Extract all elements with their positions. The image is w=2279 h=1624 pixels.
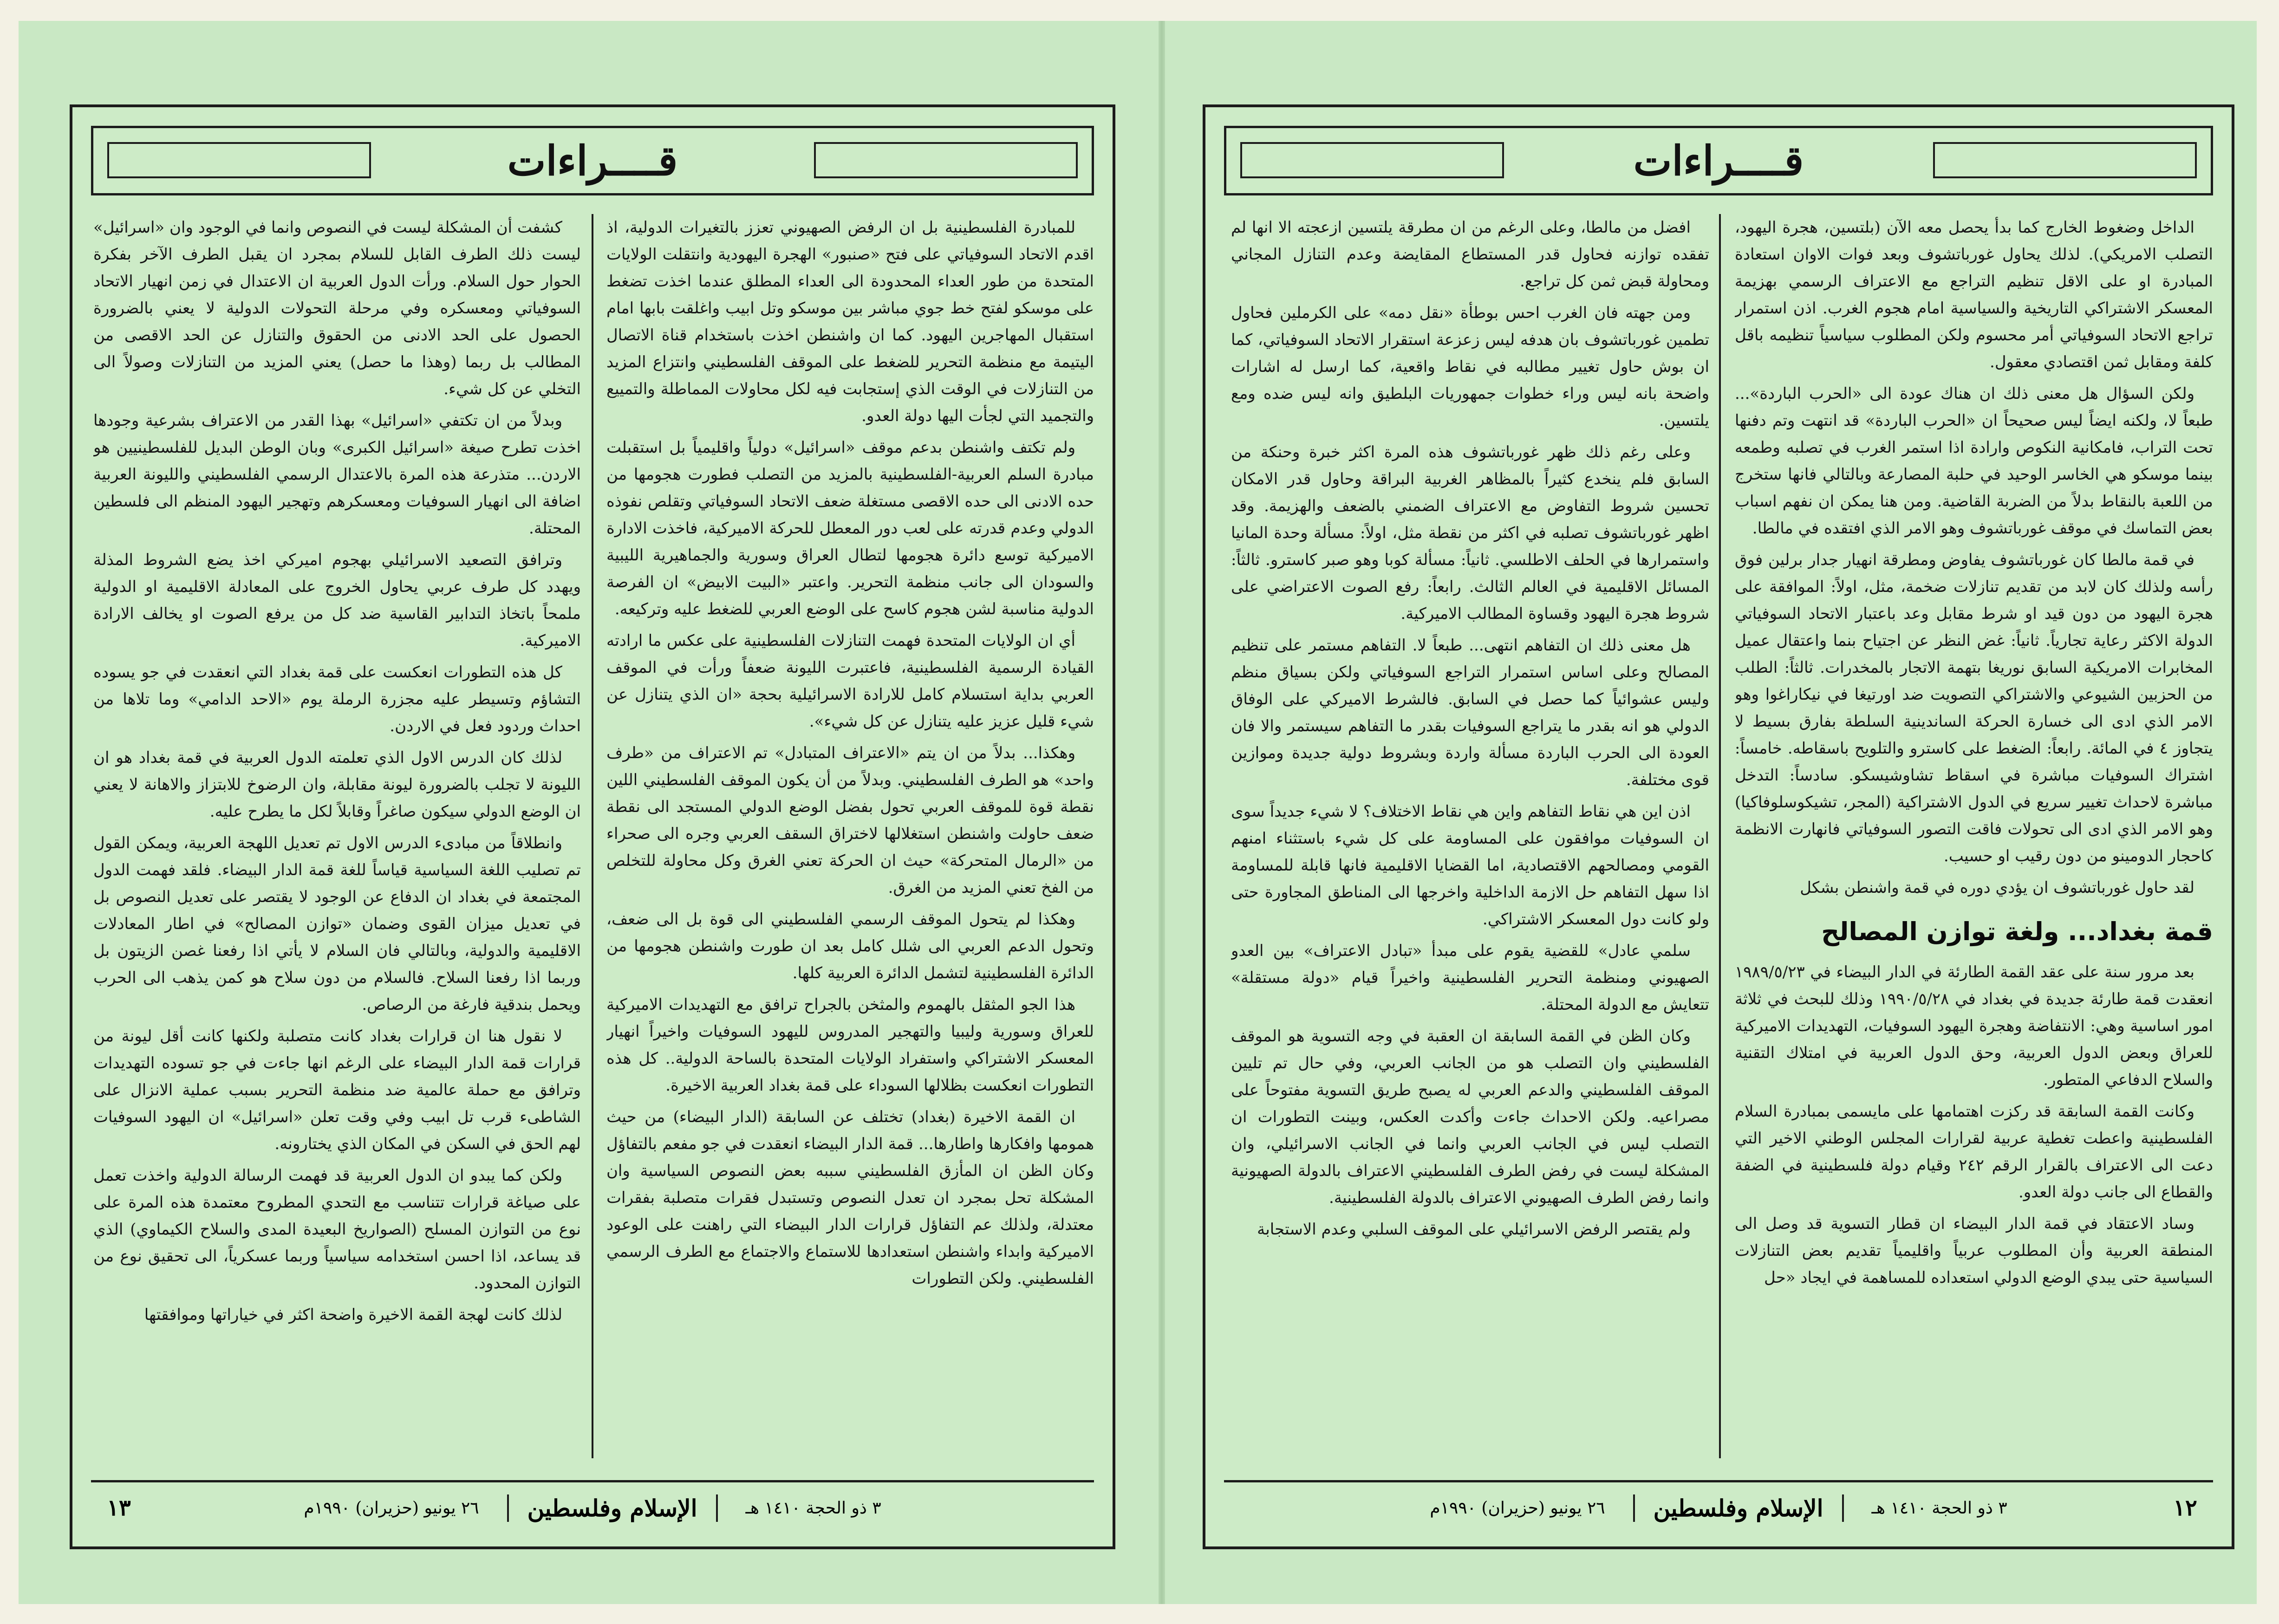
paragraph: هل معنى ذلك ان التفاهم انتهى... طبعاً لا. التفاهم مستمر على تنظيم المصالح وعلى اساس استمرار التراجع السوفياتي ولكن بسياق منظم وليس عشوائياً كما حصل في السابق. فالشرط الاميركي على الوفاق الدولي هو انه بقدر ما يتراجع السوفيات بقدر ما التفاهم سيستمر والا فان العودة الى الحرب الباردة مسألة واردة وبشروط دولية جديدة وموازين قوى مختلفة. — [1231, 636, 1709, 789]
page-13 — [70, 104, 1115, 1549]
paragraph: ومن جهته فان الغرب احس بوطأة «نقل دمه» على الكرملين فحاول تطمين غورباتشوف بان هدفه ليس زعزعة استقرار الاتحاد السوفياتي، كما ان بوش حاول تغيير مطالبه في نقاط واقعية، كما ارسل له اشارات واضحة بانه ليس وراء خطوات جمهوريات البلطيق وانه ليس ضده ومع يلتسين. — [1231, 304, 1709, 430]
footer-date-hijri: ٣ ذو الحجة ١٤١٠ هـ — [745, 1498, 881, 1518]
paragraph: ولم تكتف واشنطن بدعم موقف «اسرائيل» دولياً واقليمياً بل استقبلت مبادرة السلم العربية-الفلسطينية بالمزيد من التصلب فطورت هجومها من حده الادنى الى حده الاقصى مستغلة ضعف الاتحاد السوفياتي وتقلص نفوذه الدولي وعدم قدرته على لعب دور المعطل للحركة الاميركية، فاخذت الادارة الاميركية توسع دائرة هجومها لتطال العراق وسورية والجماهيرية الليبية والسودان الى جانب منظمة التحرير. واعتبر «البيت الابيض» ان الفرصة الدولية مناسبة لشن هجوم كاسح على الوضع العربي للضغط عليه وتركيعه. — [606, 438, 1094, 618]
column-2 — [93, 214, 581, 1458]
footer-date-gregorian: ٢٦ يونيو (حزيران) ١٩٩٠م — [1430, 1498, 1605, 1518]
paragraph: وترافق التصعيد الاسرائيلي بهجوم اميركي اخذ يضع الشروط المذلة ويهدد كل طرف عربي يحاول الخروج على المعادلة الاقليمية او الدولية ملمحاً باتخاذ التدابير القاسية ضد كل من يرفع الصوت او يخالف الارادة الاميركية. — [93, 551, 581, 650]
header-ornament-right — [814, 142, 1078, 178]
footer-masthead: الإسلام وفلسطين — [1633, 1494, 1844, 1522]
header-ornament-left — [1240, 142, 1504, 178]
paragraph: أي ان الولايات المتحدة فهمت التنازلات الفلسطينية على عكس ما ارادته القيادة الرسمية الفلسطينية، فاعتبرت الليونة ضعفاً ورأت في الموقف العربي بداية استسلام كامل للارادة الاسرائيلية بحجة «ان الذي يتنازل عن شيء قليل عزيز عليه يتنازل عن كل شيء». — [606, 631, 1094, 731]
section-header — [1224, 126, 2213, 195]
header-ornament-left — [107, 142, 371, 178]
paragraph: ولكن السؤال هل معنى ذلك ان هناك عودة الى «الحرب الباردة»... طبعاً لا، ولكنه ايضاً ليس صحيحاً ان «الحرب الباردة» قد انتهت وتم دفنها تحت التراب، فامكانية النكوص وارادة اذا استمر الغرب في تصلبه وطمعه بينما موسكو هي الخاسر الوحيد في حلبة المصارعة وبالتالي فانها ستخرج من اللعبة بالنقاط بدلاً من الضربة القاضية. ومن هنا يمكن ان نفهم اسباب بعض التماسك في موقف غورباتشوف وهو الامر الذي افتقده في مالطا. — [1735, 384, 2213, 538]
column-1 — [1735, 214, 2213, 1458]
paragraph: اذن اين هي نقاط التفاهم واين هي نقاط الاختلاف؟ لا شيء جديداً سوى ان السوفيات موافقون على المساومة على كل شيء باستثناء امنهم القومي ومصالحهم الاقتصادية، اما القضايا الاقليمية فانها قابلة للمساومة اذا سهل التفاهم حل الازمة الداخلية واخرجها الى المناطق المجاورة حتى ولو كانت دول المعسكر الاشتراكي. — [1231, 802, 1709, 929]
paragraph: وعلى رغم ذلك ظهر غورباتشوف هذه المرة اكثر خبرة وحنكة من السابق فلم ينخدع كثيراً بالمظاهر الغربية البراقة وحاول قدر الامكان تحسين شروط التفاوض مع الاعتراف الضمني بالضعف والهزيمة. وقد اظهر غورباتشوف تصلبه في اكثر من نقطة مثل، اولاً: مسألة وحدة المانيا واستمرارها في الحلف الاطلسي. ثانياً: مسألة كوبا وهو صبر كاسترو. ثالثاً: المسائل الاقليمية في العالم الثالث. رابعاً: رفع الصوت الاعتراضي على شروط هجرة اليهود وقساوة المطالب الاميركية. — [1231, 443, 1709, 623]
paragraph: لقد حاول غورباتشوف ان يؤدي دوره في قمة واشنطن بشكل — [1800, 878, 2194, 897]
paragraph: وانطلاقاً من مبادىء الدرس الاول تم تعديل اللهجة العربية، ويمكن القول تم تصليب اللغة السياسية قياساً للغة قمة الدار البيضاء. فلقد فهمت الدول المجتمعة في بغداد ان الدفاع عن الوجود لا يقتصر على تعديل النصوص بل في تعديل ميزان القوى وضمان «توازن المصالح» في اطار المعادلات الاقليمية والدولية، وبالتالي فان السلام لا يأتي اذا رفعنا غصن الزيتون بل وربما اذا رفعنا السلاح. فالسلام من دون سلاح هو كمن يذهب الى الحرب ويحمل بندقية فارغة من الرصاص. — [93, 834, 581, 1014]
column-2 — [1231, 214, 1709, 1458]
header-ornament-right — [1933, 142, 2197, 178]
paragraph: ولكن كما يبدو ان الدول العربية قد فهمت الرسالة الدولية واخذت تعمل على صياغة قرارات تتناسب مع التحدي المطروح معتمدة هذه المرة على نوع من التوازن المسلح (الصواريخ البعيدة المدى والسلاح الكيماوي) الذي قد يساعد، اذا احسن استخدامه سياسياً وربما عسكرياً، الى تحقيق نوع من التوازن المحدود. — [93, 1166, 581, 1293]
paragraph: سلمي عادل» للقضية يقوم على مبدأ «تبادل الاعتراف» بين العدو الصهيوني ومنظمة التحرير الفلسطينية واخيراً قيام «دولة مستقلة» تتعايش مع الدولة المحتلة. — [1231, 942, 1709, 1014]
paragraph: وبدلاً من ان تكتفي «اسرائيل» بهذا القدر من الاعتراف بشرعية وجودها اخذت تطرح صيغة «اسرائيل الكبرى» وبان الوطن البديل للفلسطينيين هو الاردن... متذرعة هذه المرة بالاعتدال الرسمي الفلسطيني والليونة العربية اضافة الى انهيار السوفيات ومعسكرهم وتهجير اليهود المنظم الى فلسطين المحتلة. — [93, 411, 581, 538]
paragraph: للمبادرة الفلسطينية بل ان الرفض الصهيوني تعزز بالتغيرات الدولية، اذ اقدم الاتحاد السوفياتي على فتح «صنبور» الهجرة اليهودية وانتقلت الولايات المتحدة من طور العداء المحدودة الى العداء المطلق عندما اخذت تضغط على موسكو لفتح خط جوي مباشر بين موسكو وتل ابيب واغلقت بابها امام استقبال المهاجرين اليهود. كما ان واشنطن اخذت باستخدام قناة الاتصال اليتيمة مع منظمة التحرير للضغط على الموقف الفلسطيني وانتزاع المزيد من التنازلات في الوقت الذي إستجابت فيه لكل محاولات المماطلة والتمييع والتجميد التي لجأت اليها دولة العدو. — [606, 218, 1094, 425]
footer-date-gregorian: ٢٦ يونيو (حزيران) ١٩٩٠م — [304, 1498, 479, 1518]
paragraph: وكان الظن في القمة السابقة ان العقبة في وجه التسوية هو الموقف الفلسطيني وان التصلب هو من الجانب العربي، وفي حال تم تليين الموقف الفلسطيني والدعم العربي له يصبح طريق التسوية مفتوحاً على مصراعيه. ولكن الاحداث جاءت وأكدت العكس، وبينت التطورات ان التصلب ليس في الجانب العربي وانما في الجانب الاسرائيلي، وان المشكلة ليست في رفض الطرف الفلسطيني الاعتراف بالدولة الصهيونية وانما رفض الطرف الصهيوني الاعتراف بالدولة الفلسطينية. — [1231, 1027, 1709, 1207]
footer-masthead: الإسلام وفلسطين — [507, 1494, 718, 1522]
page-12 — [1203, 104, 2234, 1549]
paragraph: وساد الاعتقاد في قمة الدار البيضاء ان قطار التسوية قد وصل الى المنطقة العربية وأن المطلوب عربياً واقليمياً تقديم بعض التنازلات السياسية حتى يبدي الوضع الدولي استعداده للمساهمة في ايجاد «حل — [1735, 1215, 2213, 1287]
page-footer — [1224, 1480, 2213, 1533]
page-footer — [91, 1480, 1094, 1533]
paragraph: ان القمة الاخيرة (بغداد) تختلف عن السابقة (الدار البيضاء) من حيث همومها وافكارها واطارها... قمة الدار البيضاء انعقدت في جو مفعم بالتفاؤل وكان الظن ان المأزق الفلسطيني سببه بعض النصوص السياسية وان المشكلة تحل بمجرد ان تعدل النصوص وتستبدل فقرات متصلبة بفقرات معتدلة، ولذلك عم التفاؤل قرارات الدار البيضاء التي راهنت على الوعود الاميركية وابداء واشنطن استعدادها للاستماع والاجتماع مع الطرف الرسمي الفلسطيني. ولكن التطورات — [606, 1108, 1094, 1288]
column-1 — [606, 214, 1094, 1458]
page-fold — [1159, 21, 1165, 1604]
footer-date-hijri: ٣ ذو الحجة ١٤١٠ هـ — [1871, 1498, 2007, 1518]
paragraph: وهكذا لم يتحول الموقف الرسمي الفلسطيني الى قوة بل الى ضعف، وتحول الدعم العربي الى شلل كامل بعد ان طورت واشنطن هجومها من الدائرة الفلسطينية لتشمل الدائرة العربية كلها. — [606, 910, 1094, 982]
paragraph: وكانت القمة السابقة قد ركزت اهتمامها على مايسمى بمبادرة السلام الفلسطينية واعطت تغطية عربية لقرارات المجلس الوطني الاخير التي دعت الى الاعتراف بالقرار الرقم ٢٤٢ وقيام دولة فلسطينية في الضفة والقطاع الى جانب دولة العدو. — [1735, 1102, 2213, 1202]
paragraph: كل هذه التطورات انعكست على قمة بغداد التي انعقدت في جو يسوده التشاؤم وتسيطر عليه مجزرة الرملة يوم «الاحد الدامي» وما تلاها من احداث وردود فعل في الاردن. — [93, 663, 581, 735]
article-subheading: قمة بغداد... ولغة توازن المصالح — [1821, 917, 2213, 946]
paragraph: الداخل وضغوط الخارج كما بدأ يحصل معه الآن (بلتسين، هجرة اليهود، التصلب الامريكي). لذلك يحاول غورباتشوف وبعد فوات الاوان استعادة المبادرة او على الاقل تنظيم التراجع مع الاعتراف الرسمي بهزيمة المعسكر الاشتراكي التاريخية والسياسية امام هجوم الغرب. اذن استمرار تراجع الاتحاد السوفياتي أمر محسوم ولكن المطلوب سياسياً تنظيمه باقل كلفة ومقابل ثمن اقتصادي معقول. — [1735, 218, 2213, 371]
magazine-spread — [19, 21, 2257, 1604]
paragraph: في قمة مالطا كان غورباتشوف يفاوض ومطرقة انهيار جدار برلين فوق رأسه ولذلك كان لابد من تقديم تنازلات ضخمة، مثل، اولاً: الموافقة على هجرة اليهود من دون قيد او شرط مقابل وعد باعتبار الاتحاد السوفياتي الدولة الاكثر رعاية تجارياً. ثانياً: غض النظر عن اجتياح بنما واعتقال عميل المخابرات الامريكية السابق نوريغا بتهمة الاتجار بالمخدرات. ثالثاً: الطلب من الحزبين الشيوعي والاشتراكي التصويت ضد اورتيغا في نيكاراغوا وهو الامر الذي ادى الى خسارة الحركة الساندينية السلطة بفارق بسيط لا يتجاوز ٤ في المائة. رابعاً: الضغط على كاسترو والتلويح باسقاطه. خامساً: اشتراك السوفيات مباشرة في اسقاط تشاوشيسكو. سادساً: التدخل مباشرة لاحداث تغيير سريع في الدول الاشتراكية (المجر، تشيكوسلوفاكيا) وهو الامر الذي ادى الى تحولات فاقت التصور السوفياتي فانهارت الانظمة كاحجار الدومينو من دون رقيب او حسيب. — [1735, 551, 2213, 865]
paragraph: افضل من مالطا، وعلى الرغم من ان مطرقة يلتسين ازعجته الا انها لم تفقده توازنه فحاول قدر المستطاع المقايضة وعدم التنازل المجاني ومحاولة قبض ثمن كل تراجع. — [1231, 218, 1709, 291]
column-divider — [1719, 214, 1721, 1458]
section-header — [91, 126, 1094, 195]
paragraph: ولم يقتصر الرفض الاسرائيلي على الموقف السلبي وعدم الاستجابة — [1257, 1220, 1691, 1239]
page-number: ١٣ — [107, 1495, 131, 1521]
paragraph: بعد مرور سنة على عقد القمة الطارئة في الدار البيضاء في ١٩٨٩/٥/٢٣ انعقدت قمة طارئة جديدة في بغداد في ١٩٩٠/٥/٢٨ وذلك للبحث في ثلاثة امور اساسية وهي: الانتفاضة وهجرة اليهود السوفيات، التهديدات الاميركية للعراق وبعض الدول العربية، وحق الدول العربية في امتلاك التقنية والسلاح الدفاعي المتطور. — [1735, 963, 2213, 1089]
column-divider — [592, 214, 593, 1458]
paragraph: وهكذا... بدلاً من ان يتم «الاعتراف المتبادل» تم الاعتراف من «طرف واحد» هو الطرف الفلسطيني. وبدلاً من أن يكون الموقف الفلسطيني اللين نقطة قوة للموقف العربي تحول بفضل الوضع الدولي المستجد الى نقطة ضعف حاولت واشنطن استغلالها لاختراق السقف العربي وجره الى صحراء من «الرمال المتحركة» حيث ان الحركة تعني الغرق وكل محاولة للتخلص من الفخ تعني المزيد من الغرق. — [606, 744, 1094, 897]
section-title: قــــراءات — [507, 136, 678, 185]
section-title: قــــراءات — [1633, 136, 1804, 185]
paragraph: هذا الجو المثقل بالهموم والمثخن بالجراح ترافق مع التهديدات الاميركية للعراق وسورية وليبيا والتهجير المدروس لليهود السوفيات واخيراً انهيار المعسكر الاشتراكي واستفراد الولايات المتحدة بالساحة الدولية.. كل هذه التطورات انعكست بظلالها السوداء على قمة بغداد العربية الاخيرة. — [606, 995, 1094, 1095]
paragraph: لا نقول هنا ان قرارات بغداد كانت متصلبة ولكنها كانت أقل ليونة من قرارات قمة الدار البيضاء على الرغم انها جاءت في جو تسوده التهديدات وترافق مع حملة عالمية ضد منظمة التحرير بسبب عملية الانزال على الشاطىء قرب تل ابيب وفي وقت تعلن «اسرائيل» ان اليهود السوفيات لهم الحق في السكن في المكان الذي يختارونه. — [93, 1027, 581, 1153]
footer-masthead-group — [304, 1494, 881, 1522]
paragraph: لذلك كان الدرس الاول الذي تعلمته الدول العربية في قمة بغداد هو ان الليونة لا تجلب بالضرورة ليونة مقابلة، وان الرضوخ للابتزاز والاهانة لا يعني ان الوضع الدولي سيكون صاغراً وقابلاً لكل ما يطرح عليه. — [93, 748, 581, 821]
page-number: ١٢ — [2173, 1495, 2197, 1521]
paragraph: كشفت أن المشكلة ليست في النصوص وانما في الوجود وان «اسرائيل» ليست ذلك الطرف القابل للسلام بمجرد ان يقبل الطرف الآخر بفكرة الحوار حول السلام. ورأت الدول العربية ان الاعتدال في زمن انهيار الاتحاد السوفياتي ومعسكره وفي مرحلة التحولات الدولية لا يعني بالضرورة الحصول على الحد الادنى من الحقوق والتنازل عن الحد الاقصى من المطالب بل ربما (وهذا ما حصل) يعني المزيد من التنازلات وصولاً الى التخلي عن كل شيء. — [93, 218, 581, 398]
footer-masthead-group — [1430, 1494, 2007, 1522]
paragraph: لذلك كانت لهجة القمة الاخيرة واضحة اكثر في خياراتها وموافقتها — [144, 1306, 562, 1324]
